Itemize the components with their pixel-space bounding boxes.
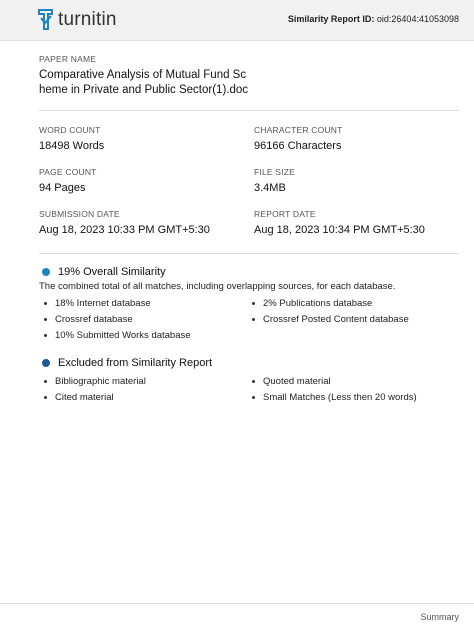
divider	[39, 110, 459, 111]
bullet-icon	[44, 302, 47, 305]
paper-name-line-2: heme in Private and Public Sector(1).doc	[39, 84, 249, 96]
excluded-dot-icon	[42, 359, 50, 367]
footer-divider	[0, 603, 474, 604]
character-count: 96166 Characters	[254, 140, 342, 152]
paper-name-line-1: Comparative Analysis of Mutual Fund Sc	[39, 69, 247, 81]
report-header	[0, 0, 474, 41]
similarity-report-id	[288, 14, 459, 24]
list-item-label: 2% Publications database	[263, 298, 373, 309]
list-item	[252, 392, 417, 403]
bullet-icon	[252, 396, 255, 399]
list-item-label: Crossref database	[55, 314, 133, 325]
paper-name-label: PAPER NAME	[39, 54, 97, 64]
bullet-icon	[44, 334, 47, 337]
page-count: 94 Pages	[39, 182, 86, 194]
word-count-label: WORD COUNT	[39, 125, 101, 135]
list-item	[252, 376, 331, 387]
report-id-label: Similarity Report ID:	[287, 14, 375, 24]
bullet-icon	[44, 396, 47, 399]
file-size-label: FILE SIZE	[254, 167, 296, 177]
bullet-icon	[252, 380, 255, 383]
file-size: 3.4MB	[254, 182, 286, 194]
bullet-icon	[44, 318, 47, 321]
list-item-label: Crossref Posted Content database	[263, 314, 409, 325]
list-item-label: 18% Internet database	[55, 298, 151, 309]
list-item	[44, 392, 114, 403]
page-count-label: PAGE COUNT	[39, 167, 97, 177]
list-item-label: Cited material	[55, 392, 114, 403]
paper-name	[39, 68, 259, 98]
excluded-heading	[42, 357, 212, 369]
list-item-label: Small Matches (Less then 20 words)	[263, 392, 417, 403]
footer-summary-label: Summary	[420, 612, 459, 622]
list-item	[252, 298, 372, 309]
list-item-label: 10% Submitted Works database	[55, 330, 191, 341]
brand-name: turnitin	[58, 9, 117, 30]
list-item	[44, 330, 191, 341]
character-count-label: CHARACTER COUNT	[254, 125, 343, 135]
bullet-icon	[44, 380, 47, 383]
word-count: 18498 Words	[39, 140, 105, 152]
divider	[39, 253, 459, 254]
list-item-label: Quoted material	[263, 376, 331, 387]
list-item	[252, 314, 409, 325]
excluded-heading-text: Excluded from Similarity Report	[58, 357, 213, 369]
submission-date: Aug 18, 2023 10:33 PM GMT+5:30	[39, 224, 210, 236]
report-date-label: REPORT DATE	[254, 209, 316, 219]
list-item	[44, 298, 151, 309]
similarity-dot-icon	[42, 268, 50, 276]
similarity-description: The combined total of all matches, including overlapping sources, for each database.	[39, 281, 396, 292]
list-item-label: Bibliographic material	[55, 376, 146, 387]
list-item	[44, 314, 133, 325]
turnitin-logo-icon	[38, 9, 54, 31]
bullet-icon	[252, 302, 255, 305]
report-id-value: oid:26404:41053098	[376, 14, 459, 24]
submission-date-label: SUBMISSION DATE	[39, 209, 120, 219]
report-date: Aug 18, 2023 10:34 PM GMT+5:30	[254, 224, 425, 236]
overall-similarity-text: 19% Overall Similarity	[58, 266, 166, 278]
turnitin-logo	[38, 9, 117, 31]
list-item	[44, 376, 146, 387]
bullet-icon	[252, 318, 255, 321]
overall-similarity-heading	[42, 266, 166, 278]
